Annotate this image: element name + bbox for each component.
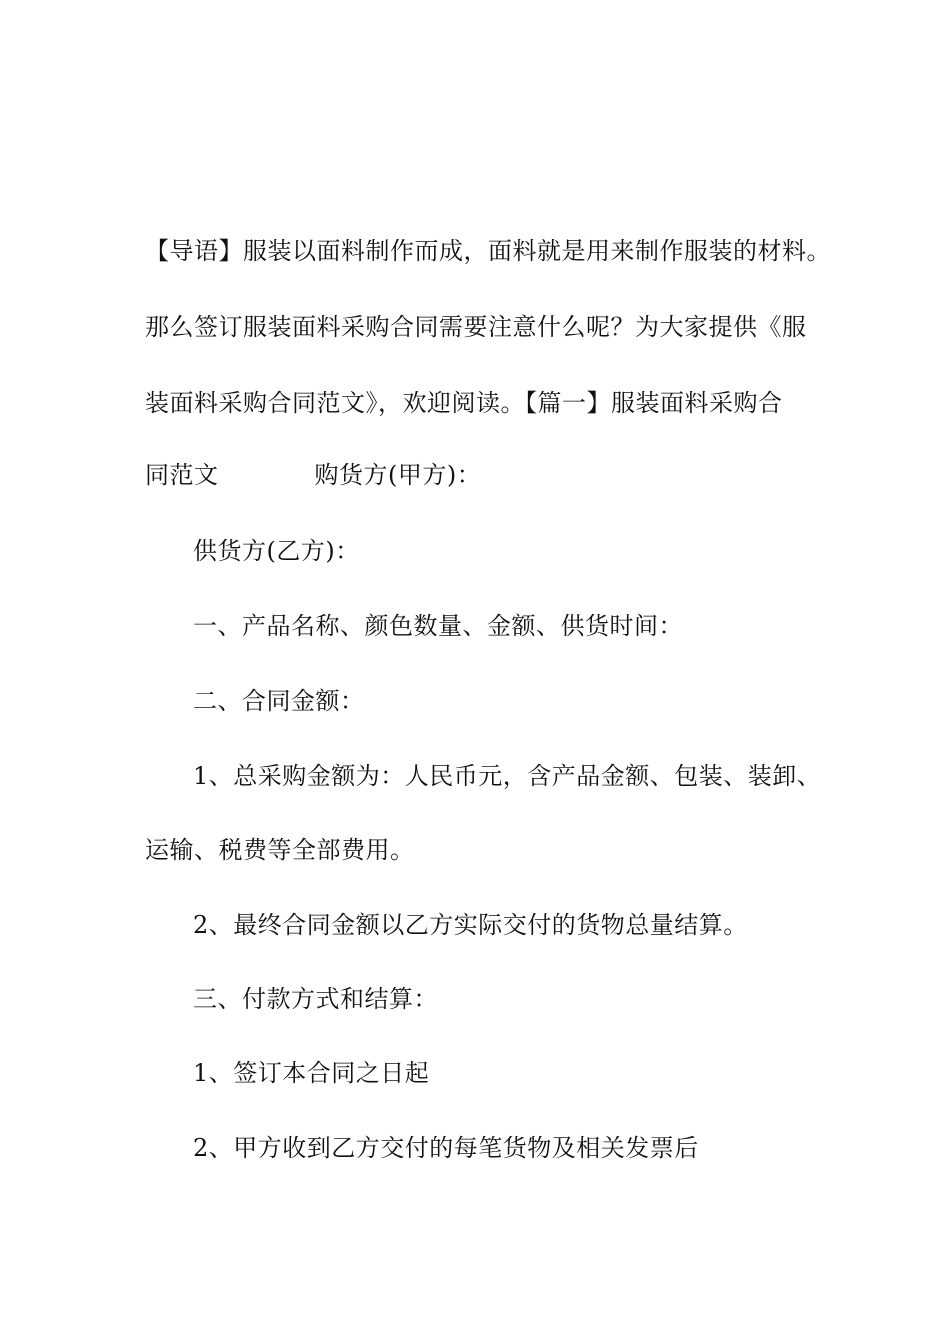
clause-3-2: 2、甲方收到乙方交付的每笔货物及相关发票后 bbox=[193, 1134, 699, 1162]
section-3-heading: 三、付款方式和结算： bbox=[193, 985, 438, 1013]
supplier-label: 供货方(乙方)： bbox=[193, 537, 360, 565]
clause-2-1-line-2: 运输、税费等全部费用。 bbox=[145, 836, 415, 864]
intro-line-2: 那么签订服装面料采购合同需要注意什么呢？为大家提供《服 bbox=[145, 313, 807, 341]
intro-line-1: 【导语】服装以面料制作而成，面料就是用来制作服装的材料。 bbox=[145, 237, 831, 265]
title-line bbox=[145, 460, 481, 490]
buyer-label: 购货方(甲方)： bbox=[314, 461, 482, 489]
doc-title-tail: 同范文 bbox=[145, 461, 219, 489]
section-1-heading: 一、产品名称、颜色数量、金额、供货时间： bbox=[193, 612, 683, 640]
clause-2-1-line-1: 1、总采购金额为：人民币元，含产品金额、包装、装卸、 bbox=[193, 762, 822, 790]
intro-line-3: 装面料采购合同范文》，欢迎阅读。【篇一】服装面料采购合 bbox=[145, 389, 783, 417]
clause-2-2: 2、最终合同金额以乙方实际交付的货物总量结算。 bbox=[193, 911, 748, 939]
clause-3-1: 1、签订本合同之日起 bbox=[193, 1059, 430, 1087]
section-2-heading: 二、合同金额： bbox=[193, 687, 365, 715]
